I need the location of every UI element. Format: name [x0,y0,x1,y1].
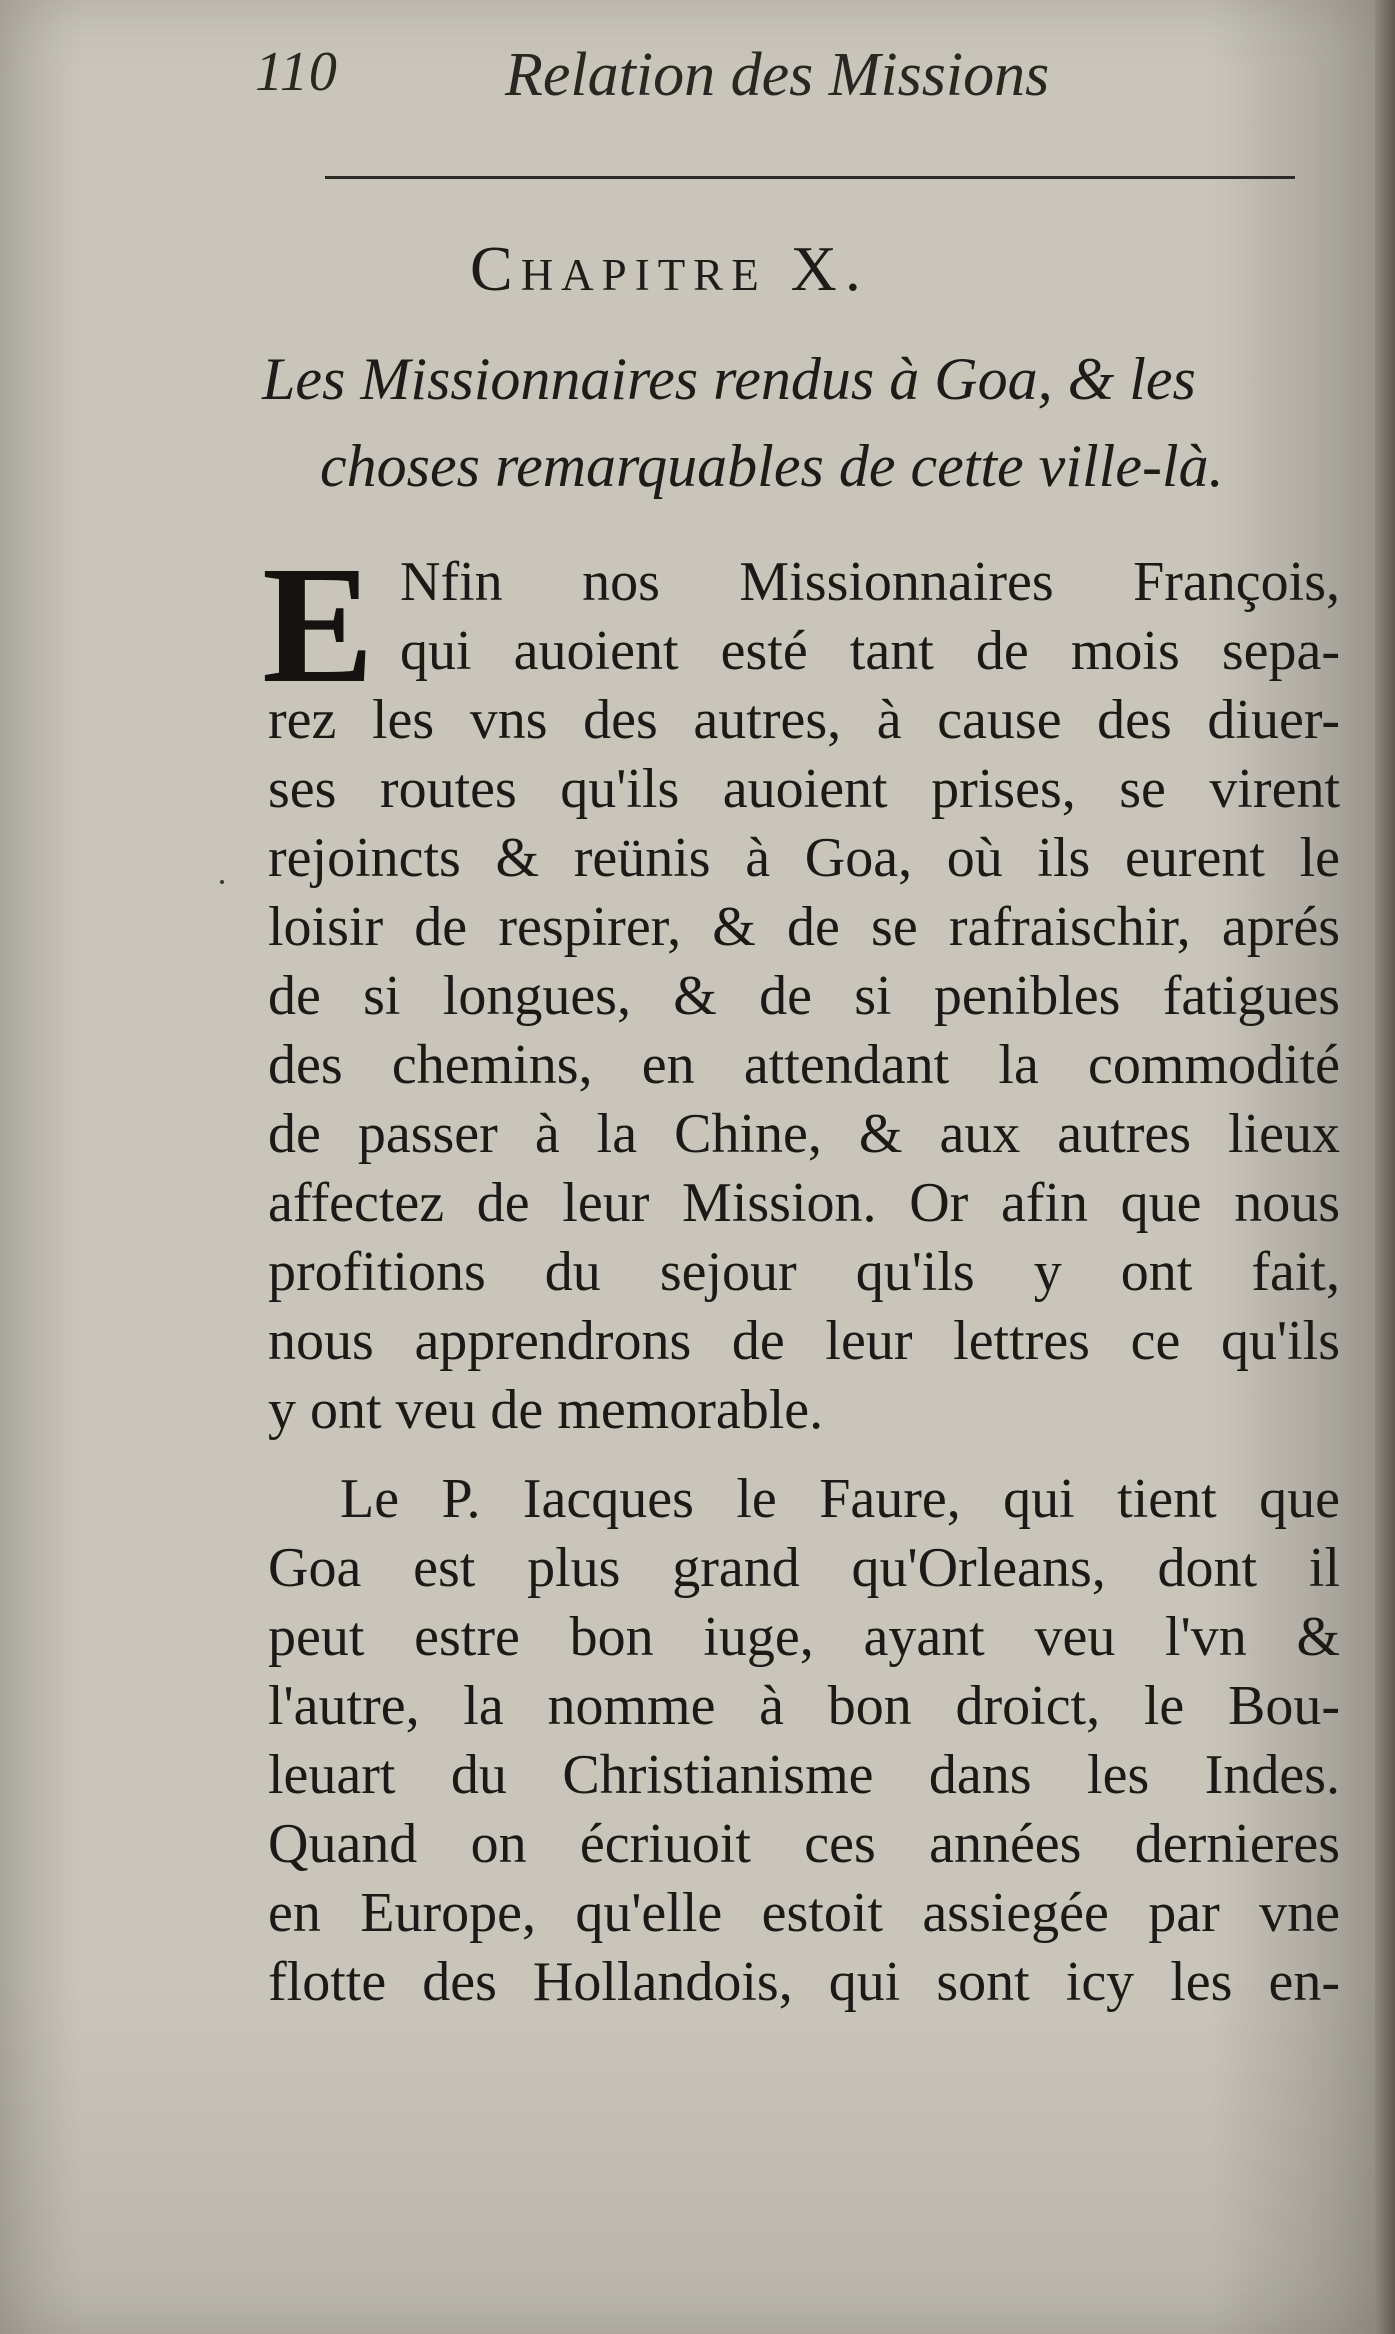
running-title: Relation des Missions [505,41,1050,109]
paragraph-2-line: leuart du Christianisme dans les Indes. [268,1744,1340,1806]
paragraph-1-line: rejoincts & reünis à Goa, où ils eurent le [268,827,1340,889]
paragraph-2 [268,1465,1340,2017]
page-header [255,40,1295,120]
paragraph-1-line: de passer à la Chine, & aux autres lieux [268,1103,1340,1165]
paragraph-1-line: qui auoient esté tant de mois sepa- [400,620,1340,682]
paragraph-1 [268,548,1340,1445]
paragraph-2-line: Le P. Iacques le Faure, qui tient que [340,1468,1340,1530]
paragraph-1-line: de si longues, & de si penibles fatigues [268,965,1340,1027]
page-number: 110 [255,41,338,103]
page-edge-shadow [1375,0,1395,2334]
paragraph-1-line: affectez de leur Mission. Or afin que nous [268,1172,1340,1234]
paragraph-2-line: peut estre bon iuge, ayant veu l'vn & [268,1606,1340,1668]
paragraph-2-line: flotte des Hollandois, qui sont icy les en- [268,1951,1340,2013]
paragraph-2-line: Goa est plus grand qu'Orleans, dont il [268,1537,1340,1599]
paragraph-1-line: nous apprendrons de leur lettres ce qu'ils [268,1310,1340,1372]
chapter-subtitle-line-1: Les Missionnaires rendus à Goa, & les [262,346,1196,412]
paragraph-2-line: Quand on écriuoit ces années dernieres [268,1813,1340,1875]
margin-mark [220,880,224,884]
header-rule [325,176,1295,179]
paragraph-1-line: y ont veu de memorable. [268,1379,824,1441]
chapter-title: Chapitre X. [470,233,869,304]
paragraph-1-line: profitions du sejour qu'ils y ont fait, [268,1241,1340,1303]
paragraph-1-line: des chemins, en attendant la commodité [268,1034,1340,1096]
paragraph-1-line: Nfin nos Missionnaires François, [400,551,1340,613]
paragraph-1-line: ses routes qu'ils auoient prises, se virent [268,758,1340,820]
paragraph-1-line: loisir de respirer, & de se rafraischir, aprés [268,896,1340,958]
chapter-subtitle-line-2: choses remarquables de cette ville-là. [320,433,1224,499]
drop-cap: E [262,532,375,718]
paragraph-2-line: l'autre, la nomme à bon droict, le Bou- [268,1675,1340,1737]
paragraph-1-line: rez les vns des autres, à cause des diuer- [268,689,1340,751]
paragraph-2-line: en Europe, qu'elle estoit assiegée par vne [268,1882,1340,1944]
